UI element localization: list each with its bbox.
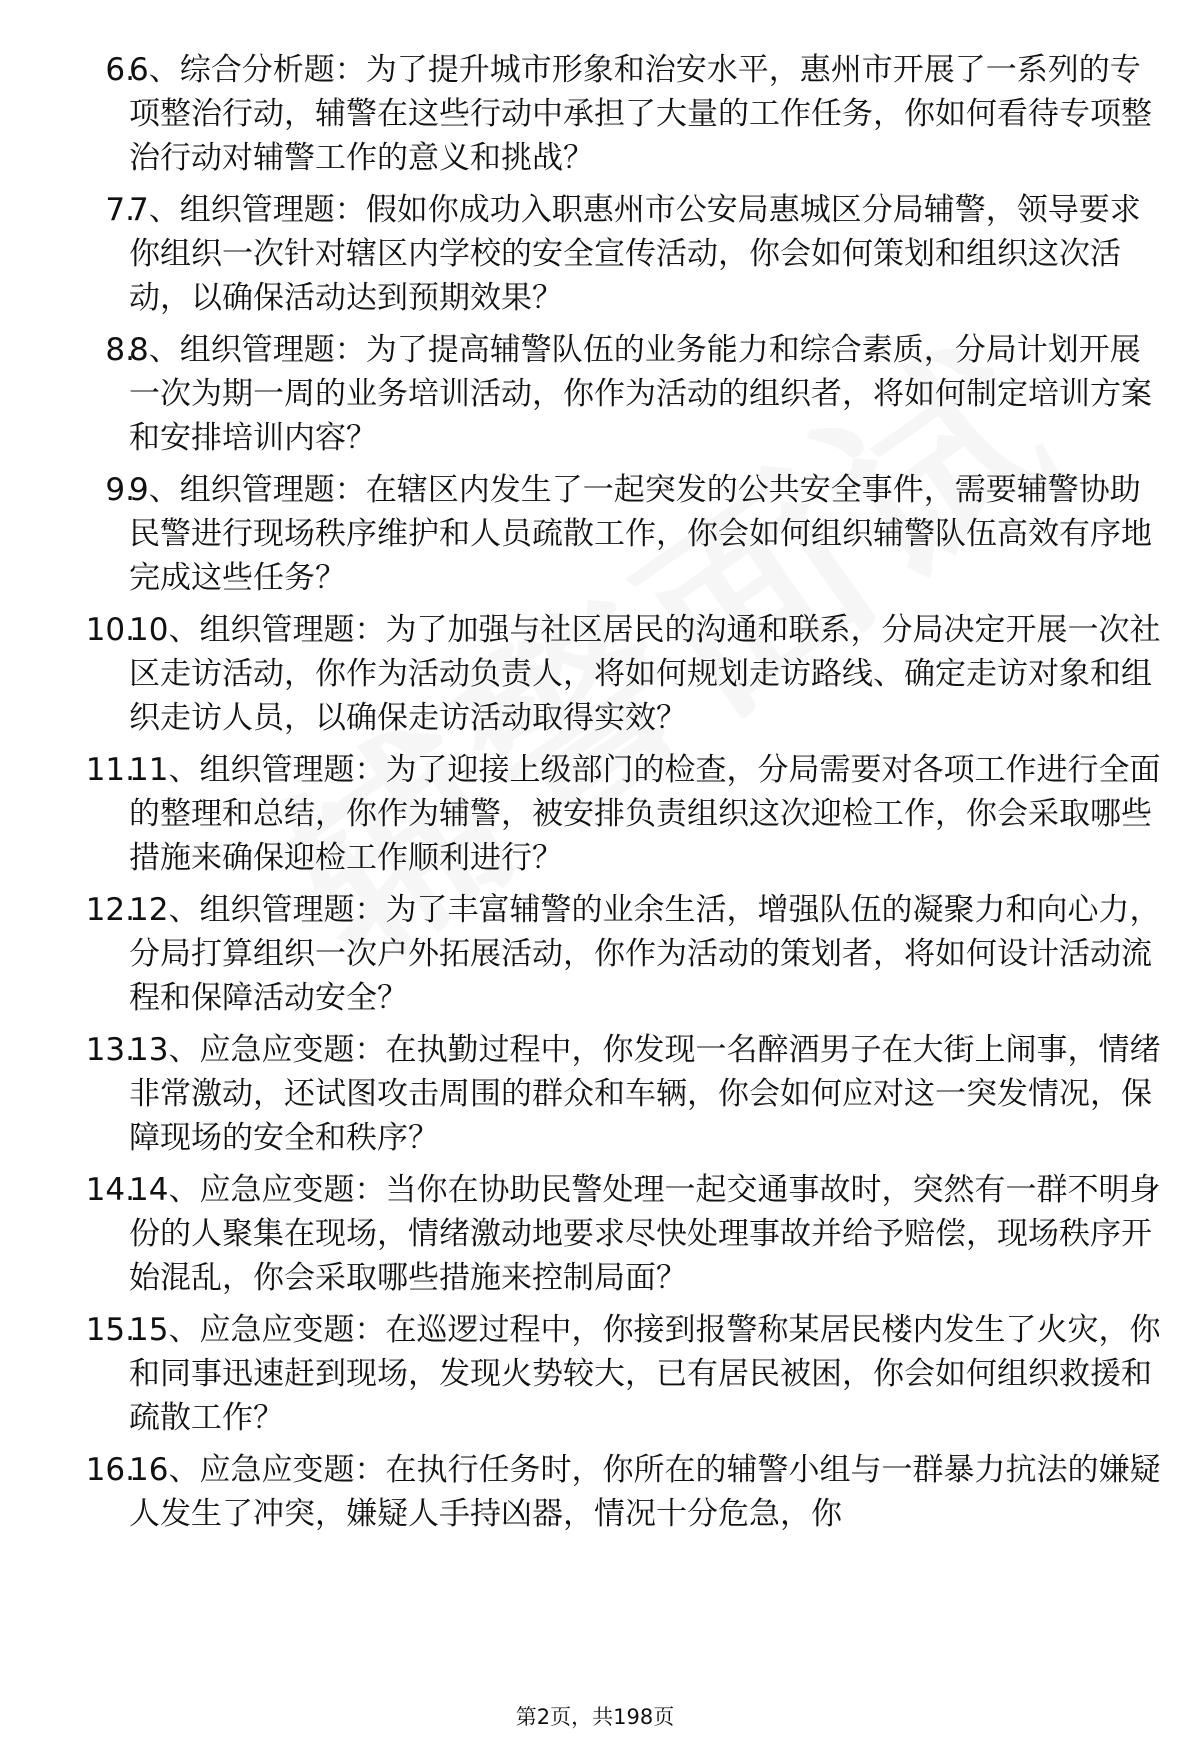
question-text: 11、组织管理题：为了迎接上级部门的检查，分局需要对各项工作进行全面的整理和总结，你作为辅警，被安排负责组织这次迎检工作，你会采取哪些措施来确保迎检工作顺利进行？ [129,752,1161,876]
question-item [0,1028,1190,1168]
question-number: 11. [85,752,135,788]
question-number: 15. [85,1312,135,1348]
question-number: 14. [85,1172,135,1208]
question-text: 7、组织管理题：假如你成功入职惠州市公安局惠城区分局辅警，领导要求你组织一次针对辖区内学校的安全宣传活动，你会如何策划和组织这次活动，以确保活动达到预期效果？ [129,192,1141,316]
question-item [0,748,1190,888]
question-item [0,468,1190,608]
question-text: 12、组织管理题：为了丰富辅警的业余生活，增强队伍的凝聚力和向心力，分局打算组织一次户外拓展活动，你作为活动的策划者，将如何设计活动流程和保障活动安全？ [129,892,1161,1016]
question-text: 15、应急应变题：在巡逻过程中，你接到报警称某居民楼内发生了火灾，你和同事迅速赶到现场，发现火势较大，已有居民被困，你会如何组织救援和疏散工作？ [129,1312,1161,1436]
question-item [0,328,1190,468]
question-number: 7. [105,192,135,228]
question-number: 6. [105,52,135,88]
question-text: 6、综合分析题：为了提升城市形象和治安水平，惠州市开展了一系列的专项整治行动，辅警在这些行动中承担了大量的工作任务，你如何看待专项整治行动对辅警工作的意义和挑战？ [129,52,1152,176]
question-item [0,608,1190,748]
question-text: 13、应急应变题：在执勤过程中，你发现一名醉酒男子在大街上闹事，情绪非常激动，还试图攻击周围的群众和车辆，你会如何应对这一突发情况，保障现场的安全和秩序？ [129,1032,1161,1156]
question-item [0,888,1190,1028]
question-number: 8. [105,332,135,368]
question-text: 8、组织管理题：为了提高辅警队伍的业务能力和综合素质，分局计划开展一次为期一周的业务培训活动，你作为活动的组织者，将如何制定培训方案和安排培训内容？ [129,332,1152,456]
question-item [0,48,1190,188]
question-number: 16. [85,1452,135,1488]
question-text: 14、应急应变题：当你在协助民警处理一起交通事故时，突然有一群不明身份的人聚集在现场，情绪激动地要求尽快处理事故并给予赔偿，现场秩序开始混乱，你会采取哪些措施来控制局面？ [129,1172,1161,1296]
question-number: 13. [85,1032,135,1068]
question-item [0,1168,1190,1308]
page-footer: 第2页，共198页 [515,1705,675,1729]
question-text: 10、组织管理题：为了加强与社区居民的沟通和联系，分局决定开展一次社区走访活动，你作为活动负责人，将如何规划走访路线、确定走访对象和组织走访人员，以确保走访活动取得实效？ [129,612,1161,736]
question-item [0,1448,1190,1588]
question-item [0,188,1190,328]
question-text: 16、应急应变题：在执行任务时，你所在的辅警小组与一群暴力抗法的嫌疑人发生了冲突，嫌疑人手持凶器，情况十分危急，你 [129,1452,1161,1532]
question-number: 12. [85,892,135,928]
question-number: 9. [105,472,135,508]
question-text: 9、组织管理题：在辖区内发生了一起突发的公共安全事件，需要辅警协助民警进行现场秩序维护和人员疏散工作，你会如何组织辅警队伍高效有序地完成这些任务？ [129,472,1152,596]
question-number: 10. [85,612,135,648]
question-item [0,1308,1190,1448]
